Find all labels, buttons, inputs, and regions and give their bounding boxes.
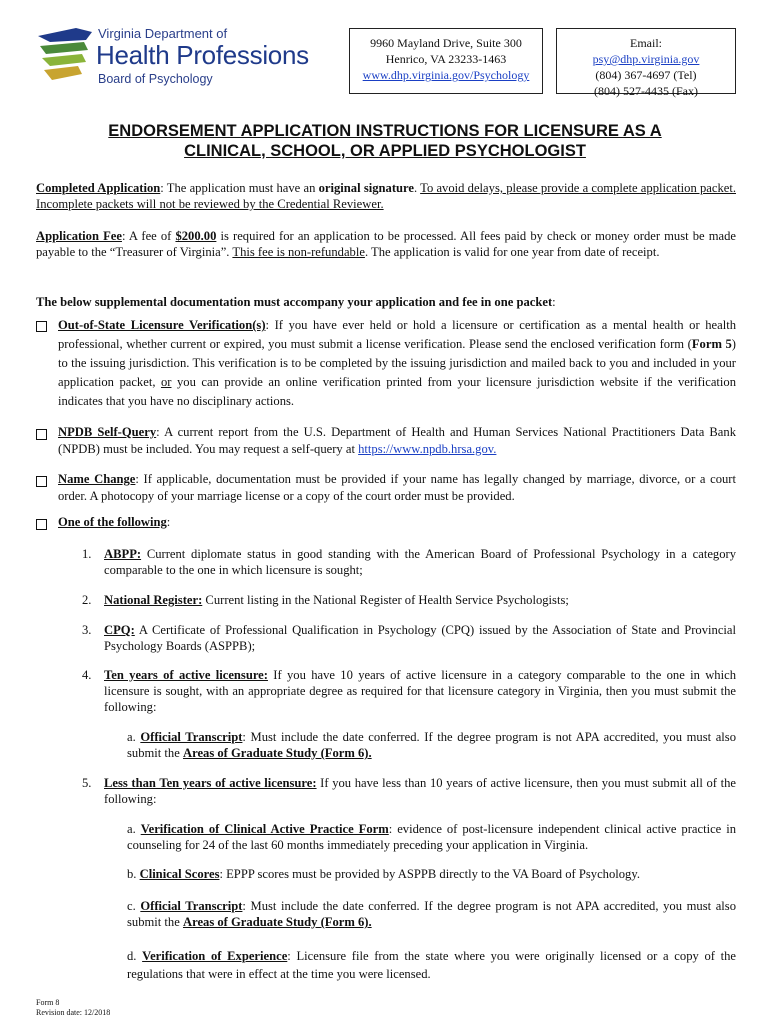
supplemental-bold: The below supplemental documentation must accompany your application and fee in one packet <box>36 295 553 309</box>
option-1-number: 1. <box>82 547 92 561</box>
name-label: Name Change <box>58 472 136 486</box>
name-text1: : If applicable, documentation must be provided if your name has legally changed by marriage, divorce, or a court order. A photocopy of your marriage license or a copy of the court order must be provided. <box>58 472 736 503</box>
option-4-number: 4. <box>82 668 92 682</box>
o5-label: Less than Ten years of active licensure: <box>104 776 317 790</box>
completed-text2: . <box>413 181 421 195</box>
checkbox-npdb[interactable] <box>36 429 47 440</box>
item-name-change <box>58 471 736 505</box>
o1-text: Current diplomate status in good standing with the American Board of Professional Psychology in a category comparable to the one in which licensure is sought; <box>104 547 736 577</box>
option-2-number: 2. <box>82 593 92 607</box>
oos-text3: you can provide an online verification printed from your licensure jurisdiction website if the verification indicates that you have no disciplinary actions. <box>58 375 736 408</box>
option-4a-transcript <box>127 729 736 761</box>
o5d-pre: d. <box>127 949 143 963</box>
supplemental-heading <box>36 294 736 310</box>
o5c-label: Official Transcript <box>140 899 243 913</box>
o5c-form: Areas of Graduate Study (Form 6). <box>182 915 372 929</box>
o4a-text: : Must include the date conferred. If the degree program is not APA accredited, you must also submit the <box>127 730 736 760</box>
fee-text3: . The application is valid for one year from date of receipt. <box>364 245 660 259</box>
dhp-logo <box>36 22 336 92</box>
o3-label: CPQ: <box>104 623 135 637</box>
o5a-pre: a. <box>127 822 141 836</box>
website-link[interactable]: www.dhp.virginia.gov/Psychology <box>362 68 530 82</box>
o5d-text: : Licensure file from the state where you were originally licensed or a copy of the regulations that were in effect at the time you were licensed. <box>127 949 736 981</box>
o4a-form: Areas of Graduate Study (Form 6). <box>182 746 372 760</box>
completed-text1: : The application must have an <box>160 181 319 195</box>
o5c-text: : Must include the date conferred. If the degree program is not APA accredited, you must also submit the <box>127 899 736 929</box>
phone-tel: (804) 367-4697 (Tel) <box>595 68 697 82</box>
option-5d-experience <box>127 947 736 983</box>
o2-text: Current listing in the National Register of Health Service Psychologists; <box>202 593 569 607</box>
o2-label: National Register: <box>104 593 203 607</box>
footer-revision: Revision date: 12/2018 <box>36 1008 111 1017</box>
completed-application-paragraph <box>36 180 736 212</box>
checkbox-out-of-state[interactable] <box>36 321 47 332</box>
fee-text2: is required for an application to be processed. All fees paid by check or money order must be made payable to the “Treasurer of Virginia”. <box>36 229 736 259</box>
logo-board-text: Board of Psychology <box>98 72 213 86</box>
oos-or: or <box>160 375 172 389</box>
option-2-national-register <box>104 592 736 608</box>
o5b-pre: b. <box>127 867 140 881</box>
option-5c-transcript <box>127 898 736 930</box>
checkbox-one-of-following[interactable] <box>36 519 47 530</box>
completed-underlined: To avoid delays, please provide a complete application packet. Incomplete packets will not be reviewed by the Credential Reviewer. <box>36 181 736 211</box>
supplemental-colon: : <box>552 295 556 309</box>
option-3-cpq <box>104 622 736 654</box>
npdb-link[interactable]: https://www.npdb.hrsa.gov. <box>358 442 497 456</box>
option-5b-clinical-scores <box>127 866 736 882</box>
oos-text2: ) to the issuing jurisdiction. This verification is to be completed by the issuing jurisdiction and mailed back to you and included in your application packet, <box>58 337 736 389</box>
page-footer <box>36 998 110 1018</box>
title-line2: CLINICAL, SCHOOL, OR APPLIED PSYCHOLOGIST <box>184 142 586 160</box>
application-fee-paragraph <box>36 228 736 260</box>
fee-text1: : A fee of <box>121 229 176 243</box>
o5b-label: Clinical Scores <box>139 867 220 881</box>
option-4-ten-years <box>104 667 736 715</box>
o5b-text: : EPPP scores must be provided by ASPPB directly to the VA Board of Psychology. <box>219 867 640 881</box>
o5a-text: : evidence of post-licensure independent clinical active practice in counseling for 24 of the last 60 months immediately preceding your application in Virginia. <box>127 822 736 852</box>
npdb-label: NPDB Self-Query <box>58 425 157 439</box>
page-title <box>36 121 734 161</box>
oneof-label: One of the following <box>58 515 167 529</box>
contact-box <box>556 28 736 98</box>
o3-text: A Certificate of Professional Qualification in Psychology (CPQ) issued by the Association of State and Provincial Psychology Boards (ASPPB); <box>104 623 736 653</box>
o5d-label: Verification of Experience <box>142 949 288 963</box>
o4a-pre: a. <box>127 730 141 744</box>
footer-form: Form 8 <box>36 998 60 1007</box>
completed-label: Completed Application <box>36 181 161 195</box>
logo-department-text: Virginia Department of <box>98 26 228 41</box>
email-label: Email: <box>630 36 662 50</box>
oos-label: Out-of-State Licensure Verification(s) <box>58 318 266 332</box>
address-line1: 9960 Mayland Drive, Suite 300 <box>370 36 522 50</box>
item-npdb <box>58 424 736 458</box>
checkbox-name-change[interactable] <box>36 476 47 487</box>
oneof-colon: : <box>166 515 171 529</box>
o4-text: If you have 10 years of active licensure in a category comparable to the one in which licensure is sought, with an appropriate degree as required for that licensure category in Virginia, then you must submit the following: <box>104 668 736 714</box>
option-5-number: 5. <box>82 776 92 790</box>
item-one-of-following <box>58 514 736 531</box>
option-5-less-than-ten <box>104 775 736 807</box>
o5c-pre: c. <box>127 899 141 913</box>
address-line2: Henrico, VA 23233-1463 <box>385 52 507 66</box>
address-box <box>349 28 543 94</box>
o5a-label: Verification of Clinical Active Practice Form <box>140 822 389 836</box>
o5-text: If you have less than 10 years of active licensure, then you must submit all of the following: <box>104 776 737 806</box>
o4a-label: Official Transcript <box>140 730 243 744</box>
o1-label: ABPP: <box>104 547 142 561</box>
title-line1: ENDORSEMENT APPLICATION INSTRUCTIONS FOR LICENSURE AS A <box>108 122 662 140</box>
option-5a-clinical-practice <box>127 821 736 853</box>
email-link[interactable]: psy@dhp.virginia.gov <box>592 52 700 66</box>
fee-label: Application Fee <box>36 229 122 243</box>
completed-bold: original signature <box>318 181 414 195</box>
npdb-text1: : A current report from the U.S. Department of Health and Human Services National Practitioners Data Bank (NPDB) must be included. You may request a self-query at <box>58 425 736 456</box>
item-out-of-state <box>58 316 736 411</box>
oos-form: Form 5 <box>691 337 732 351</box>
logo-org-text: Health Professions <box>96 40 309 70</box>
fee-nonrefundable: This fee is non-refundable <box>232 245 365 259</box>
virginia-map-logo-icon <box>36 26 94 86</box>
fee-amount: $200.00 <box>175 229 217 243</box>
o4-label: Ten years of active licensure: <box>104 668 268 682</box>
option-1-abpp <box>104 546 736 578</box>
oos-text1: : If you have ever held or hold a licensure or certification as a mental health or health professional, whether current or expired, you must submit a license verification. Please send the enclosed verification form ( <box>58 318 736 351</box>
phone-fax: (804) 527-4435 (Fax) <box>594 84 698 98</box>
option-3-number: 3. <box>82 623 92 637</box>
